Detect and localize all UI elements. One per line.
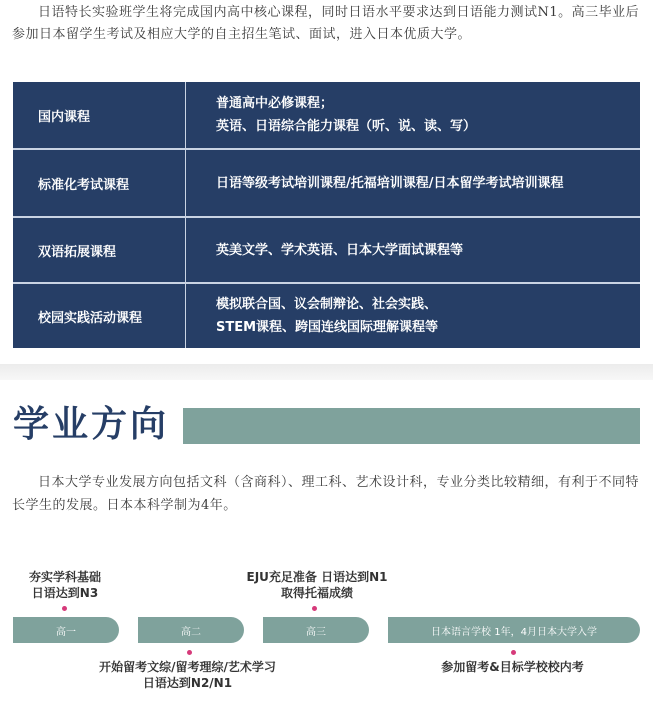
timeline-note-above-2: EJU充足准备 日语达到N1 取得托福成绩 — [246, 570, 388, 600]
timeline-note-above-1: 夯实学科基础 日语达到N3 — [28, 570, 101, 600]
stage-pill-4: 日本语言学校 1年，4月日本大学入学 — [388, 617, 640, 643]
course-row — [13, 150, 640, 216]
timeline-note-below-2: 参加留考&目标学校校内考 — [441, 660, 584, 674]
course-row — [13, 218, 640, 282]
course-description: 模拟联合国、议会制辩论、社会实践、 STEM课程、跨国连线国际理解课程等 — [216, 297, 439, 335]
section-title-bar — [183, 408, 640, 444]
course-row — [13, 82, 640, 148]
course-category: 双语拓展课程 — [13, 218, 186, 282]
section-divider-band — [0, 364, 653, 380]
timeline-marker — [312, 606, 317, 611]
course-table — [13, 82, 640, 348]
course-category: 国内课程 — [13, 82, 186, 148]
course-row — [13, 284, 640, 348]
stage-pill-1: 高一 — [13, 617, 119, 643]
course-description: 日语等级考试培训课程/托福培训课程/日本留学考试培训课程 — [216, 175, 564, 191]
section-title: 学业方向 — [13, 404, 170, 445]
course-description: 普通高中必修课程； 英语、日语综合能力课程（听、说、读、写） — [216, 96, 477, 134]
course-category: 标准化考试课程 — [13, 150, 186, 216]
intro-paragraph: 日语特长实验班学生将完成国内高中核心课程，同时日语水平要求达到日语能力测试N1。高三毕业后参加日本留学生考试及相应大学的自主招生笔试、面试，进入日本优质大学。 — [12, 5, 640, 42]
stage-pill-3: 高三 — [263, 617, 369, 643]
timeline-marker — [62, 606, 67, 611]
course-description: 英美文学、学术英语、日本大学面试课程等 — [216, 242, 464, 258]
timeline-marker — [187, 650, 192, 655]
timeline-marker — [511, 650, 516, 655]
course-category: 校园实践活动课程 — [13, 284, 186, 348]
timeline-note-below-1: 开始留考文综/留考理综/艺术学习 日语达到N2/N1 — [99, 660, 276, 690]
stage-pill-2: 高二 — [138, 617, 244, 643]
section-paragraph: 日本大学专业发展方向包括文科（含商科）、理工科、艺术设计科，专业分类比较精细，有利于不同特长学生的发展。日本本科学制为4年。 — [12, 475, 640, 513]
